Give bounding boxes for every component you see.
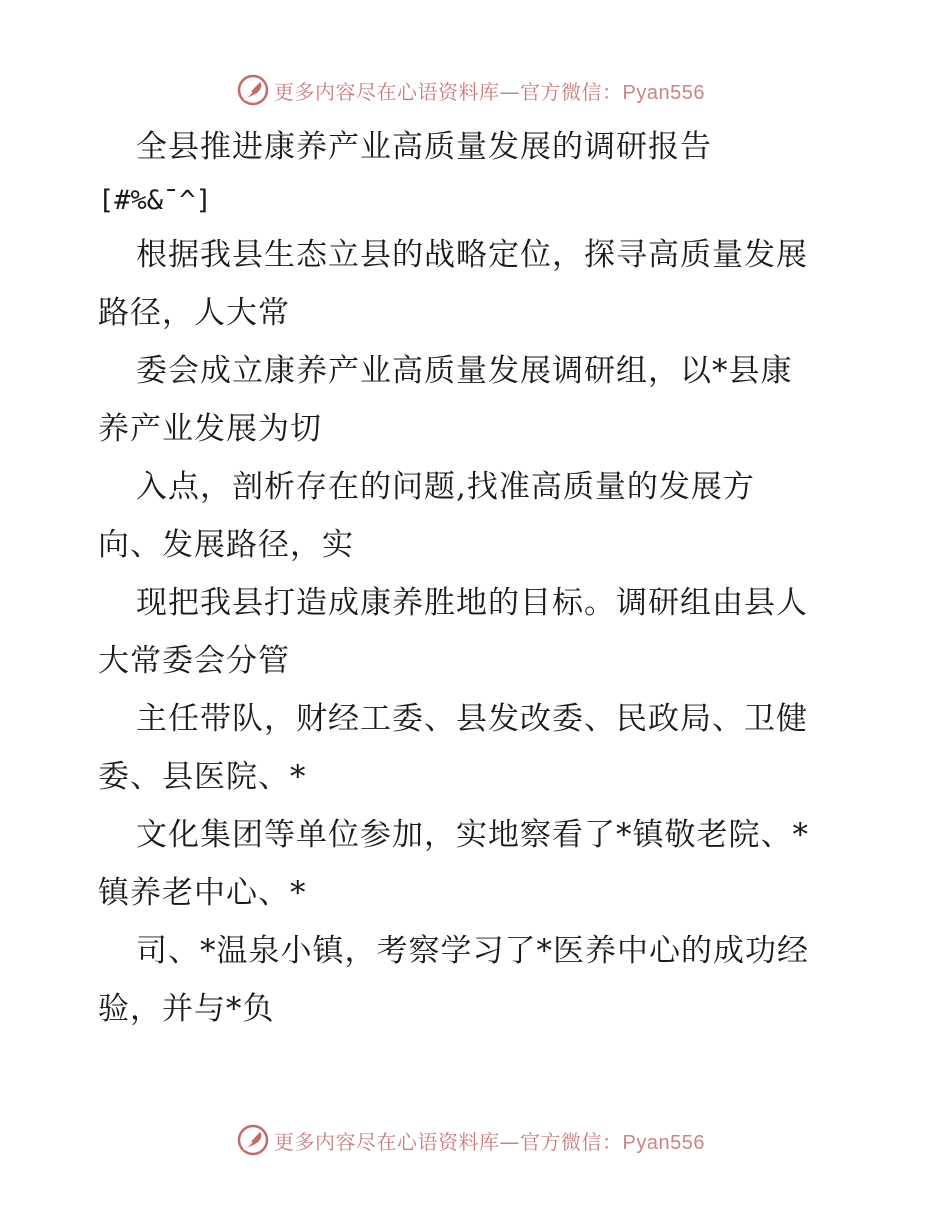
- text-line: 向、发展路径，实: [98, 527, 354, 563]
- text-line: 主任带队，财经工委、县发改委、民政局、卫健: [136, 701, 808, 737]
- document-body: [98, 118, 868, 1038]
- text-line: 现把我县打造成康养胜地的目标。调研组由县人: [136, 585, 808, 621]
- text-line: 根据我县生态立县的战略定位，探寻高质量发展: [136, 237, 808, 273]
- text-line: 委会成立康养产业高质量发展调研组，以*县康: [136, 353, 793, 389]
- text-line: 大常委会分管: [98, 643, 290, 679]
- feather-pen-logo-icon: [236, 1123, 270, 1157]
- watermark-text: 更多内容尽在心语资料库—官方微信：Pyan556: [274, 79, 705, 104]
- text-line: 入点，剖析存在的问题,找准高质量的发展方: [136, 469, 755, 505]
- text-line: 路径，人大常: [98, 295, 290, 331]
- document-title: 全县推进康养产业高质量发展的调研报告: [136, 129, 712, 165]
- text-line: 委、县医院、*: [98, 759, 307, 795]
- footer-watermark: [236, 1122, 705, 1158]
- watermark-text: 更多内容尽在心语资料库—官方微信：Pyan556: [274, 1129, 705, 1154]
- header-watermark: [236, 72, 705, 108]
- text-line: 文化集团等单位参加，实地察看了*镇敬老院、*: [136, 817, 809, 853]
- paragraph-lines: [98, 226, 868, 1038]
- text-line: 养产业发展为切: [98, 411, 322, 447]
- text-line: 镇养老中心、*: [98, 875, 307, 911]
- document-code: [#%&¯^]: [98, 185, 212, 216]
- text-line: 验，并与*负: [98, 991, 275, 1027]
- feather-pen-logo-icon: [236, 73, 270, 107]
- text-line: 司、*温泉小镇，考察学习了*医养中心的成功经: [136, 933, 809, 969]
